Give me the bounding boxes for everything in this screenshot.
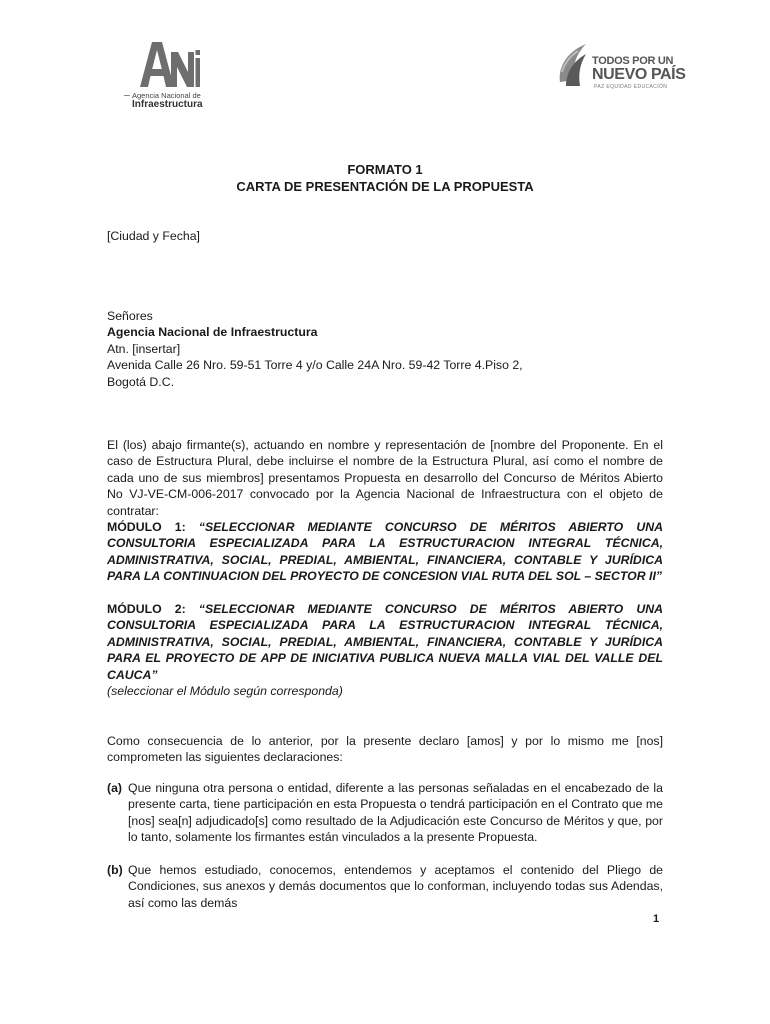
page-number: 1	[653, 913, 660, 925]
item-text: Que ninguna otra persona o entidad, diferente a las personas señaladas en el encabezado de la presente carta, tiene participación en esta Propuesta o tendrá participación en el Contrato que me [nos] sea[n] adjudicado[s] como resultado de la Adjudicación este Concurso de Méritos y que, por lo tanto, solamente los firmantes están vinculados a la presente Propuesta.	[128, 781, 663, 845]
gobierno-tagline: PAZ EQUIDAD EDUCACIÓN	[594, 84, 668, 90]
ani-logo	[122, 40, 206, 114]
flag-swoosh-icon	[556, 42, 592, 88]
addressee-city: Bogotá D.C.	[107, 374, 174, 389]
ani-subtitle: Agencia Nacional de	[132, 91, 201, 100]
declaration-item	[107, 780, 663, 846]
modulo-2-text: “SELECCIONAR MEDIANTE CONCURSO DE MÉRITOS ABIERTO UNA CONSULTORIA ESPECIALIZADA PARA LA ESTRUCTURACION INTEGRAL TÉCNICA, ADMINISTRATIVA, SOCIAL, PREDIAL, AMBIENTAL, FINANCIERA, CONTABLE Y JURÍDICA PARA EL PROYECTO DE APP DE INICIATIVA PUBLICA NUEVA MALLA VIAL DEL VALLE DEL CAUCA”	[107, 602, 663, 682]
gobierno-line1: TODOS POR UN	[592, 55, 674, 67]
select-module-note: (seleccionar el Módulo según corresponda)	[107, 684, 343, 698]
modulo-1-paragraph	[107, 519, 663, 585]
ani-wordmark-icon	[138, 40, 200, 88]
consequence-paragraph: Como consecuencia de lo anterior, por la presente declaro [amos] y por lo mismo me [nos] comprometen las siguientes declaraciones:	[107, 734, 663, 765]
modulo-2-label: MÓDULO 2:	[107, 602, 186, 616]
gobierno-line2: NUEVO PAÍS	[592, 66, 686, 83]
city-date: [Ciudad y Fecha]	[107, 229, 200, 243]
addressee-block	[107, 308, 663, 390]
item-text: Que hemos estudiado, conocemos, entendemos y aceptamos el contenido del Pliego de Condiciones, sus anexos y demás documentos que lo conforman, incluyendo todas sus Adendas, así como las demás	[128, 863, 663, 910]
item-marker: (a)	[107, 781, 123, 795]
addressee-address: Avenida Calle 26 Nro. 59-51 Torre 4 y/o Calle 24A Nro. 59-42 Torre 4.Piso 2,	[107, 358, 523, 373]
salutation: Señores	[107, 309, 153, 323]
modulo-2-paragraph	[107, 601, 663, 683]
item-marker: (b)	[107, 863, 123, 877]
gobierno-logo	[556, 42, 686, 92]
addressee-attn: Atn. [insertar]	[107, 341, 181, 356]
modulo-1-text: “SELECCIONAR MEDIANTE CONCURSO DE MÉRITOS ABIERTO UNA CONSULTORIA ESPECIALIZADA PARA LA ESTRUCTURACION INTEGRAL TÉCNICA, ADMINISTRATIVA, SOCIAL, PREDIAL, AMBIENTAL, FINANCIERA, CONTABLE Y JURÍDICA PARA LA CONTINUACION DEL PROYECTO DE CONCESION VIAL RUTA DEL SOL – SECTOR II”	[107, 520, 663, 584]
ani-subtitle-bold: Infraestructura	[132, 99, 203, 110]
intro-paragraph: El (los) abajo firmante(s), actuando en nombre y representación de [nombre del Proponente. En el caso de Estructura Plural, debe incluirse el nombre de la Estructura Plural, así como el nombre de cada uno de sus miembros] presentamos Propuesta en desarrollo del Concurso de Méritos Abierto No VJ-VE-CM-006-2017 convocado por la Agencia Nacional de Infraestructura con el objeto de contratar:	[107, 438, 663, 518]
modulo-1-label: MÓDULO 1:	[107, 520, 186, 534]
addressee-entity: Agencia Nacional de Infraestructura	[107, 325, 318, 340]
ani-divider	[124, 95, 130, 96]
document-title: CARTA DE PRESENTACIÓN DE LA PROPUESTA	[236, 179, 534, 194]
format-number: FORMATO 1	[347, 162, 423, 177]
declaration-item	[107, 862, 663, 911]
